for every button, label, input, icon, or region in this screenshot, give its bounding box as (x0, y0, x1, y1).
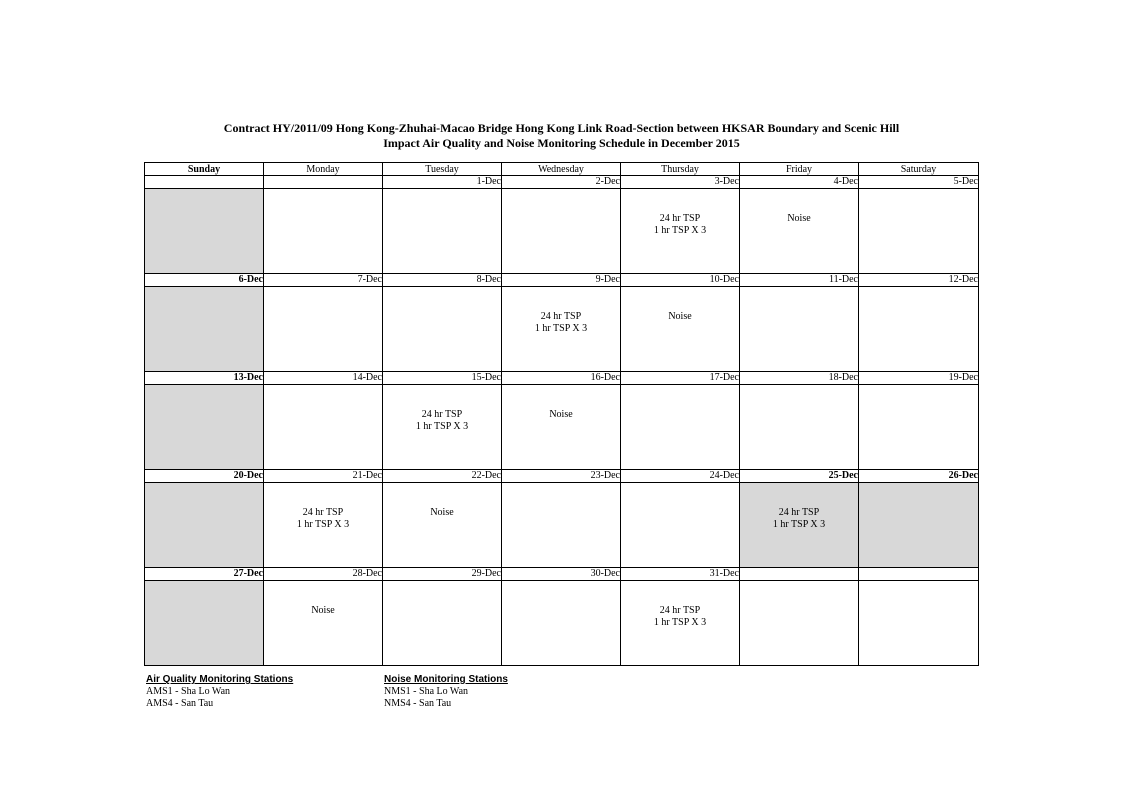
weekday-header: Thursday (621, 163, 740, 176)
date-row (145, 372, 979, 385)
legend-item: NMS4 - San Tau (384, 698, 452, 709)
schedule-cell: Noise (740, 189, 859, 274)
schedule-cell (502, 483, 621, 568)
schedule-cell: 24 hr TSP 1 hr TSP X 3 (264, 483, 383, 568)
weekday-header: Friday (740, 163, 859, 176)
schedule-title-line1: Contract HY/2011/09 Hong Kong-Zhuhai-Macao Bridge Hong Kong Link Road-Section between HKSAR Boundary and Scenic Hill (223, 121, 900, 135)
date-cell: 7-Dec (264, 274, 383, 287)
calendar-table (144, 162, 979, 666)
schedule-cell (264, 385, 383, 470)
schedule-cell-sunday (145, 189, 264, 274)
schedule-cell: 24 hr TSP 1 hr TSP X 3 (502, 287, 621, 372)
legend-item: AMS4 - San Tau (146, 698, 214, 709)
date-cell: 12-Dec (859, 274, 979, 287)
date-cell (264, 176, 383, 189)
schedule-cell (740, 287, 859, 372)
weekday-header: Tuesday (383, 163, 502, 176)
date-cell: 29-Dec (383, 568, 502, 581)
weekday-header: Wednesday (502, 163, 621, 176)
schedule-row (145, 385, 979, 470)
date-cell: 18-Dec (740, 372, 859, 385)
date-cell: 8-Dec (383, 274, 502, 287)
weekday-header: Monday (264, 163, 383, 176)
noise-legend (384, 674, 508, 710)
schedule-cell (264, 287, 383, 372)
schedule-row (145, 189, 979, 274)
schedule-cell (383, 581, 502, 666)
date-cell: 1-Dec (383, 176, 502, 189)
schedule-cell (383, 189, 502, 274)
schedule-cell (502, 189, 621, 274)
date-cell-holiday: 26-Dec (859, 470, 979, 483)
date-cell (859, 568, 979, 581)
schedule-row (145, 581, 979, 666)
date-cell: 23-Dec (502, 470, 621, 483)
schedule-cell (859, 189, 979, 274)
schedule-cell: Noise (502, 385, 621, 470)
date-cell: 16-Dec (502, 372, 621, 385)
schedule-cell-holiday: 24 hr TSP 1 hr TSP X 3 (740, 483, 859, 568)
schedule-cell (740, 581, 859, 666)
date-row (145, 274, 979, 287)
weekday-header-row (145, 163, 979, 176)
schedule-cell-sunday (145, 385, 264, 470)
date-row (145, 568, 979, 581)
schedule-cell: 24 hr TSP 1 hr TSP X 3 (383, 385, 502, 470)
weekday-header: Sunday (145, 163, 264, 176)
date-cell: 19-Dec (859, 372, 979, 385)
date-cell: 24-Dec (621, 470, 740, 483)
legend-item: NMS1 - Sha Lo Wan (384, 686, 469, 697)
date-cell: 2-Dec (502, 176, 621, 189)
schedule-cell (859, 581, 979, 666)
schedule-cell (502, 581, 621, 666)
date-cell: 30-Dec (502, 568, 621, 581)
schedule-cell (264, 189, 383, 274)
legend-item: AMS1 - Sha Lo Wan (146, 686, 231, 697)
schedule-cell: 24 hr TSP 1 hr TSP X 3 (621, 189, 740, 274)
date-cell: 31-Dec (621, 568, 740, 581)
date-cell: 10-Dec (621, 274, 740, 287)
date-cell: 5-Dec (859, 176, 979, 189)
schedule-cell: 24 hr TSP 1 hr TSP X 3 (621, 581, 740, 666)
date-row (145, 176, 979, 189)
air-quality-legend-heading: Air Quality Monitoring Stations (146, 674, 294, 685)
date-cell: 17-Dec (621, 372, 740, 385)
schedule-title-line2: Impact Air Quality and Noise Monitoring Schedule in December 2015 (383, 136, 740, 150)
schedule-cell (859, 287, 979, 372)
schedule-cell-holiday (859, 483, 979, 568)
date-cell: 13-Dec (145, 372, 264, 385)
schedule-cell-sunday (145, 483, 264, 568)
date-cell-holiday: 25-Dec (740, 470, 859, 483)
schedule-row (145, 287, 979, 372)
weekday-header: Saturday (859, 163, 979, 176)
date-cell: 28-Dec (264, 568, 383, 581)
noise-legend-heading: Noise Monitoring Stations (384, 674, 508, 685)
schedule-cell (621, 385, 740, 470)
date-cell: 15-Dec (383, 372, 502, 385)
date-cell: 4-Dec (740, 176, 859, 189)
date-cell: 9-Dec (502, 274, 621, 287)
date-cell (740, 568, 859, 581)
schedule-cell-sunday (145, 581, 264, 666)
air-quality-legend (146, 674, 293, 710)
schedule-cell (621, 483, 740, 568)
date-row (145, 470, 979, 483)
schedule-cell: Noise (264, 581, 383, 666)
schedule-cell: Noise (383, 483, 502, 568)
date-cell: 6-Dec (145, 274, 264, 287)
date-cell (145, 176, 264, 189)
date-cell: 3-Dec (621, 176, 740, 189)
date-cell: 14-Dec (264, 372, 383, 385)
schedule-row (145, 483, 979, 568)
date-cell: 11-Dec (740, 274, 859, 287)
date-cell: 22-Dec (383, 470, 502, 483)
date-cell: 20-Dec (145, 470, 264, 483)
schedule-cell (740, 385, 859, 470)
schedule-cell: Noise (621, 287, 740, 372)
date-cell: 21-Dec (264, 470, 383, 483)
date-cell: 27-Dec (145, 568, 264, 581)
schedule-cell (383, 287, 502, 372)
schedule-cell-sunday (145, 287, 264, 372)
schedule-cell (859, 385, 979, 470)
